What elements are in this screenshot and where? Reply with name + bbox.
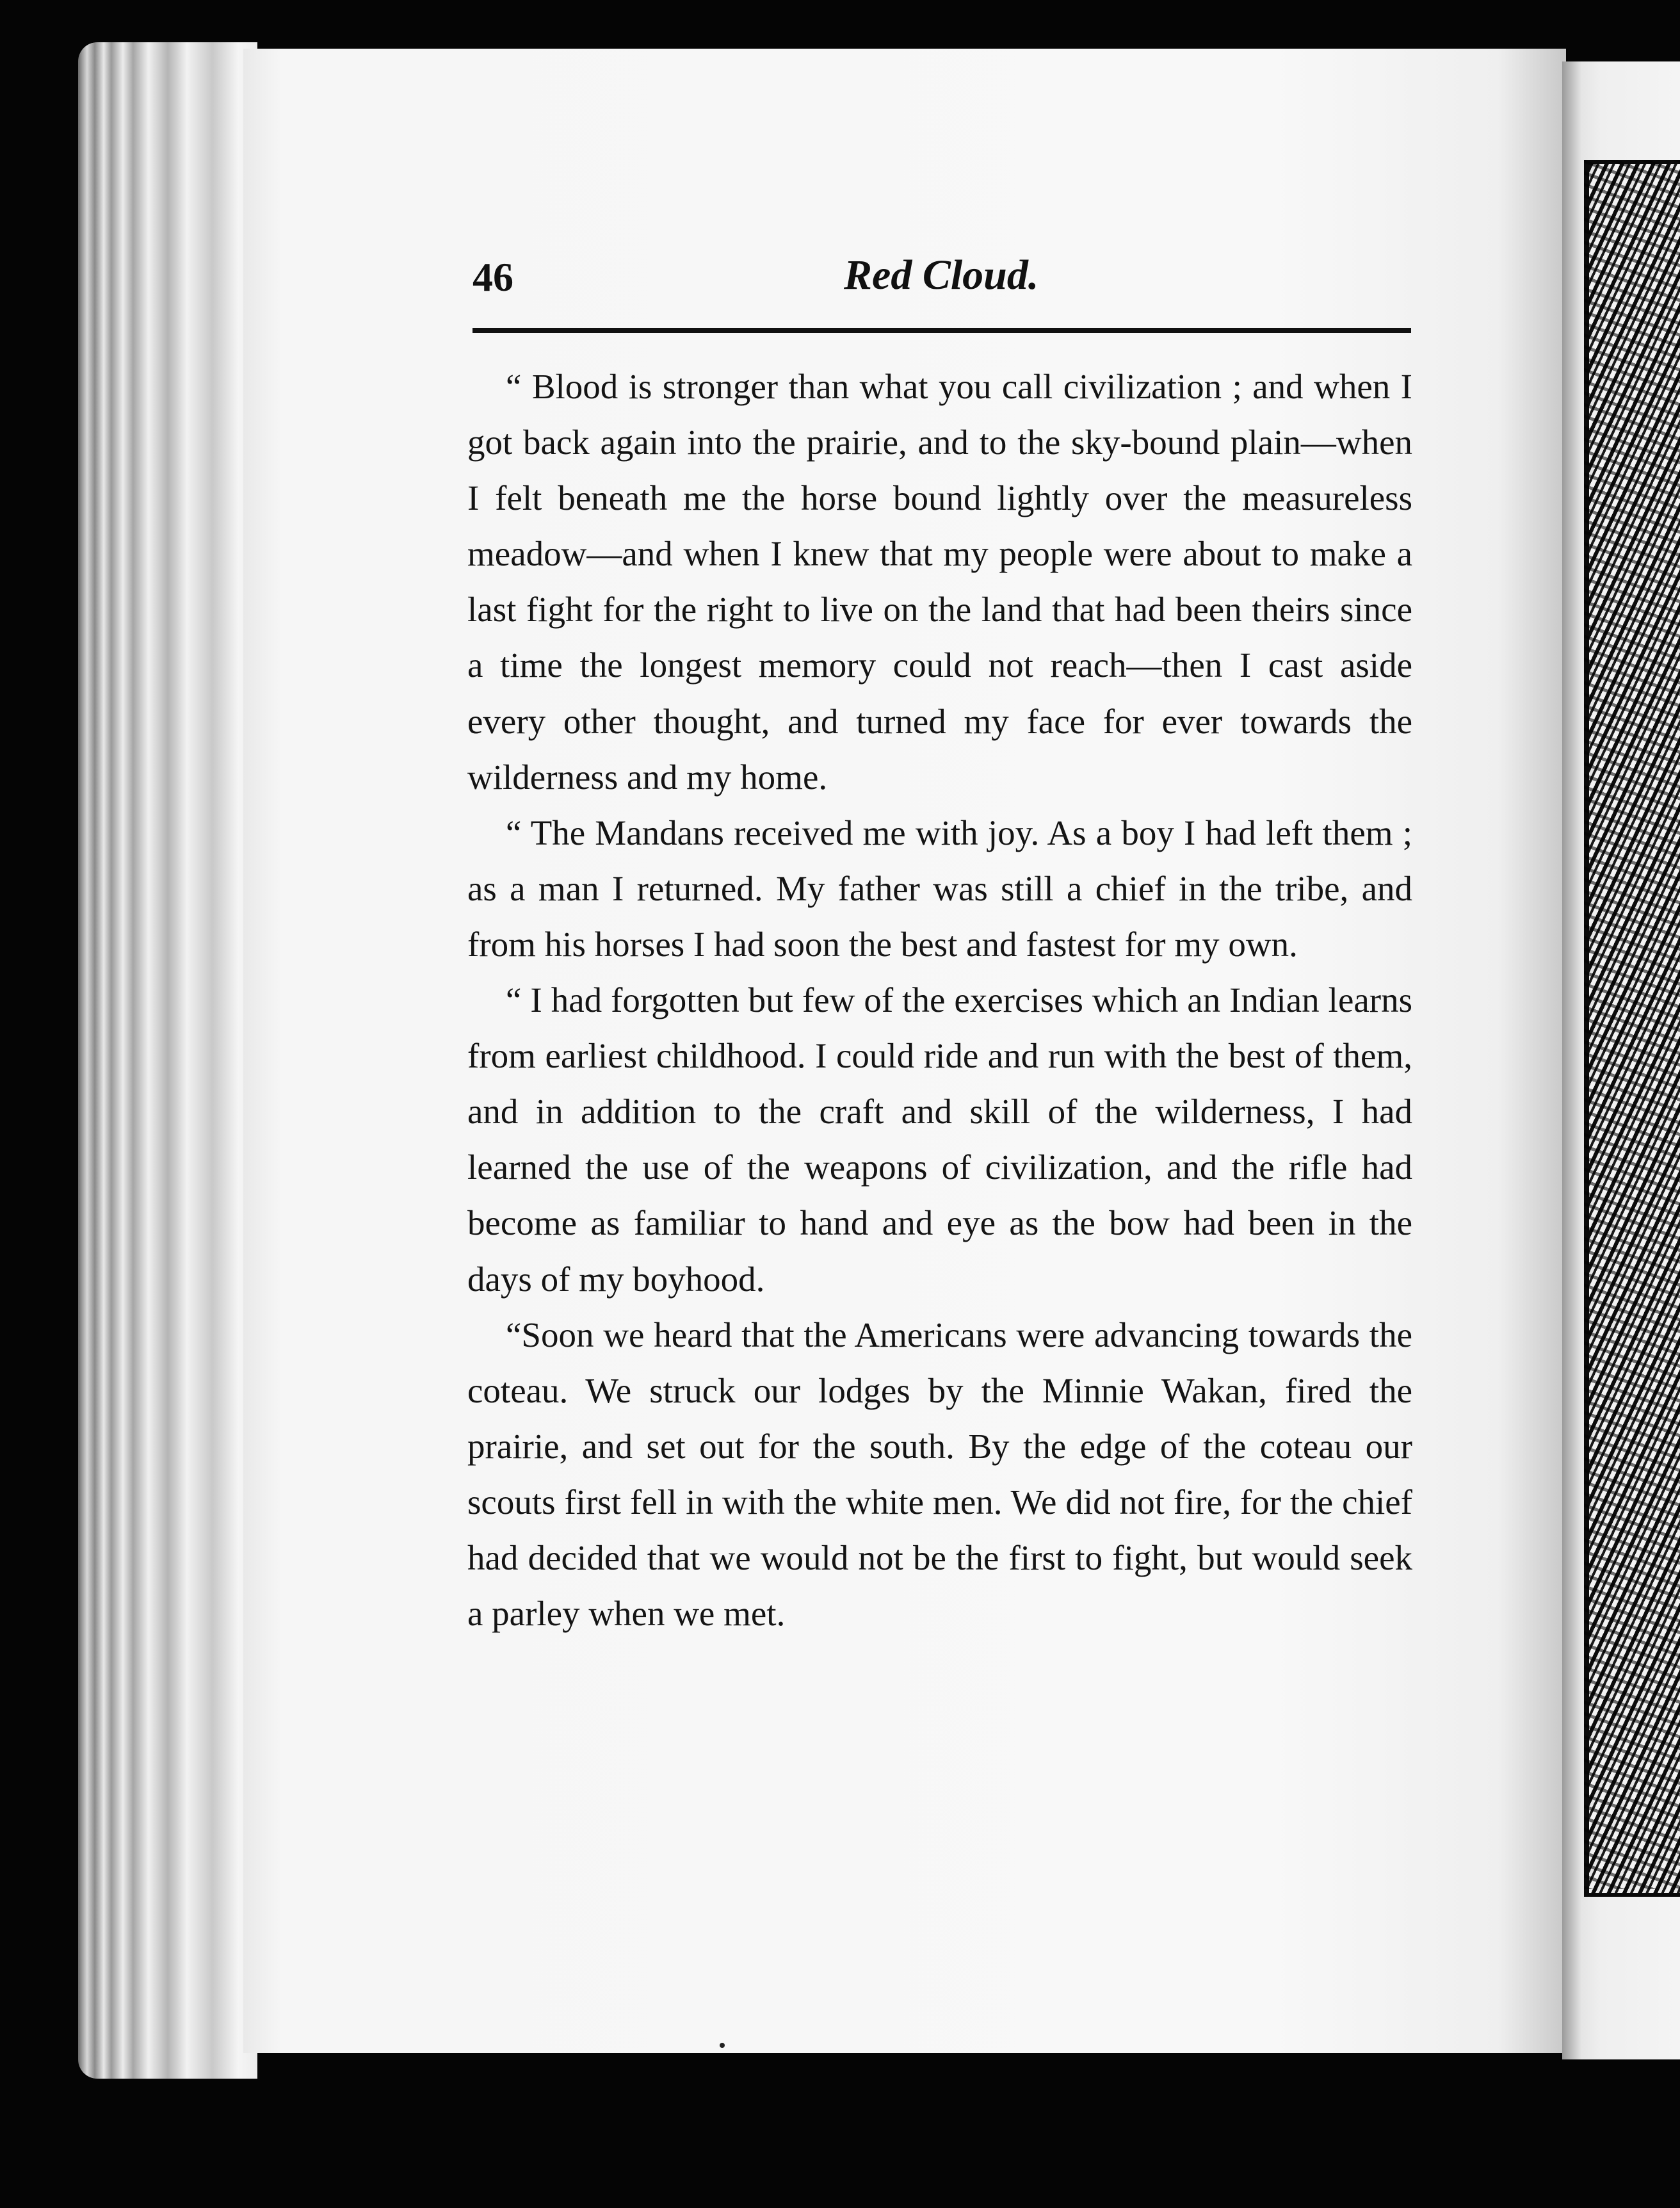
page-number: 46 — [472, 254, 513, 300]
page-header — [472, 242, 1411, 319]
engraving-hatching — [1584, 160, 1680, 1889]
print-speck — [720, 2043, 725, 2048]
paragraph: “ I had forgotten but few of the exercises which an Indian learns from earliest childhood. I could ride and run with the best of them, and in addition to the craft and skill of the wilderness, I had learned the use of the weapons of civilization, and the rifle had become as familiar to hand and eye as the bow had been in the days of my boyhood. — [467, 980, 1412, 1299]
running-title: Red Cloud. — [844, 252, 1039, 298]
paragraph: “Soon we heard that the Americans were advancing towards the coteau. We struck our lodges by the Minnie Wakan, fired the prairie, and set out for the south. By the edge of the coteau our scouts first fell in with the white men. We did not fire, for the chief had decided that we would not be the first to fight, but would seek a parley when we met. — [467, 1315, 1412, 1634]
header-rule — [472, 328, 1411, 333]
paragraph: “ Blood is stronger than what you call civilization ; and when I got back again into the prairie, and to the sky-bound plain—when I felt beneath me the horse bound lightly over the measureless meadow—and when I knew that my people were about to make a last fight for the right to live on the land that had been theirs since a time the longest memory could not reach—then I cast aside every other thought, and turned my face for ever towards the wilderness and my home. — [467, 367, 1412, 797]
body-text — [467, 359, 1412, 1641]
paragraph: “ The Mandans received me with joy. As a boy I had left them ; as a man I returned. My father was still a chief in the tribe, and from his horses I had soon the best and fastest for my own. — [467, 813, 1412, 964]
page-edges — [78, 42, 257, 2079]
